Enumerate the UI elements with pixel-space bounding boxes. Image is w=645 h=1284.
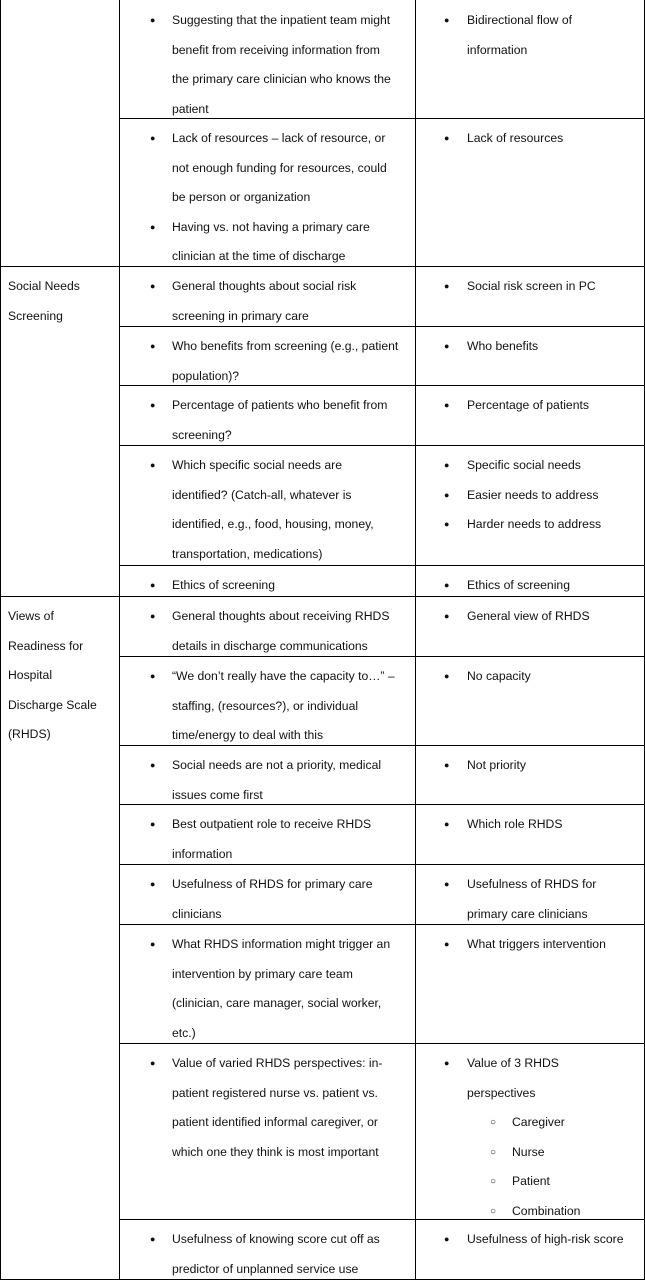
bullet-icon: ● <box>150 760 156 770</box>
bullet-icon: ● <box>150 580 156 590</box>
sub-code-line: Combination <box>512 1204 581 1218</box>
description-line: issues come first <box>172 787 263 802</box>
bullet-icon: ● <box>444 879 450 889</box>
description-line: “We don’t really have the capacity to…” – <box>172 669 395 683</box>
row-category-label: (RHDS) <box>8 727 51 742</box>
code-line: information <box>467 42 528 57</box>
bullet-icon: ● <box>444 133 450 143</box>
description-line: which one they think is most important <box>172 1144 379 1159</box>
code-line: Harder needs to address <box>467 517 602 532</box>
description-line: Best outpatient role to receive RHDS <box>172 817 372 831</box>
code-line: Social risk screen in PC <box>467 279 596 293</box>
code-line: No capacity <box>467 669 531 683</box>
bullet-icon: ● <box>150 221 156 232</box>
code-line: Specific social needs <box>467 458 581 472</box>
sub-bullet-icon: ○ <box>490 1176 497 1188</box>
description-line: Ethics of screening <box>172 578 275 592</box>
code-line: Ethics of screening <box>467 578 570 592</box>
description-line: screening? <box>172 427 232 442</box>
description-line: population)? <box>172 368 240 383</box>
bullet-icon: ● <box>444 1234 450 1244</box>
code-line: What triggers intervention <box>467 937 606 951</box>
description-line: Having vs. not having a primary care <box>172 219 370 234</box>
description-line: Social needs are not a priority, medical <box>172 758 382 772</box>
description-line: the primary care clinician who knows the <box>172 72 391 87</box>
description-line: Usefulness of knowing score cut off as <box>172 1232 380 1246</box>
description-line: What RHDS information might trigger an <box>172 937 391 951</box>
code-line: Bidirectional flow of <box>467 13 572 27</box>
row-category-label: Social Needs <box>8 279 80 293</box>
row-category-label: Discharge Scale <box>8 697 97 712</box>
description-line: Which specific social needs are <box>172 458 343 472</box>
sub-bullet-icon: ○ <box>490 1117 497 1129</box>
bullet-icon: ● <box>444 819 450 829</box>
code-line: Usefulness of RHDS for <box>467 877 597 891</box>
description-line: General thoughts about social risk <box>172 279 357 293</box>
description-line: screening in primary care <box>172 308 309 323</box>
sub-bullet-icon: ○ <box>490 1146 497 1158</box>
table-rule-horizontal <box>119 1043 645 1044</box>
description-line: staffing, (resources?), or individual <box>172 698 359 713</box>
code-line: Not priority <box>467 758 526 772</box>
bullet-icon: ● <box>150 611 156 621</box>
bullet-icon: ● <box>444 519 450 530</box>
bullet-icon: ● <box>150 1058 156 1068</box>
sub-code-line: Patient <box>512 1174 550 1189</box>
sub-bullet-icon: ○ <box>490 1206 497 1217</box>
description-line: patient registered nurse vs. patient vs. <box>172 1085 378 1100</box>
bullet-icon: ● <box>150 671 156 681</box>
code-line: primary care clinicians <box>467 906 588 921</box>
code-line: Value of 3 RHDS <box>467 1056 559 1070</box>
description-line: be person or organization <box>172 190 311 205</box>
description-line: Usefulness of RHDS for primary care <box>172 877 373 891</box>
description-line: benefit from receiving information from <box>172 42 380 57</box>
bullet-icon: ● <box>444 281 450 291</box>
row-category-label: Screening <box>8 308 63 323</box>
description-line: patient identified informal caregiver, or <box>172 1115 378 1130</box>
bullet-icon: ● <box>150 341 156 351</box>
description-line: Percentage of patients who benefit from <box>172 398 388 412</box>
description-line: (clinician, care manager, social worker, <box>172 996 382 1011</box>
code-line: Which role RHDS <box>467 817 563 831</box>
bullet-icon: ● <box>150 879 156 889</box>
table-rule-vertical <box>415 0 416 1279</box>
description-line: transportation, medications) <box>172 546 323 561</box>
bullet-icon: ● <box>150 281 156 291</box>
description-line: clinicians <box>172 906 222 921</box>
bullet-icon: ● <box>444 760 450 770</box>
code-line: Lack of resources <box>467 131 564 145</box>
table-rule-vertical <box>119 0 120 1279</box>
bullet-icon: ● <box>444 1058 450 1068</box>
description-line: Value of varied RHDS perspectives: in- <box>172 1056 383 1070</box>
row-category-label: Readiness for <box>8 638 84 653</box>
bullet-icon: ● <box>444 611 450 621</box>
bullet-icon: ● <box>444 460 450 470</box>
table-rule-vertical <box>0 0 1 1279</box>
bullet-icon: ● <box>444 580 450 590</box>
row-category-label: Views of <box>8 609 54 623</box>
description-line: time/energy to deal with this <box>172 728 324 743</box>
bullet-icon: ● <box>150 400 156 410</box>
bullet-icon: ● <box>444 341 450 351</box>
description-line: identified? (Catch-all, whatever is <box>172 487 352 502</box>
bullet-icon: ● <box>444 400 450 410</box>
description-line: intervention by primary care team <box>172 966 353 981</box>
description-line: patient <box>172 101 209 116</box>
code-line: General view of RHDS <box>467 609 590 623</box>
bullet-icon: ● <box>444 671 450 681</box>
bullet-icon: ● <box>444 489 450 500</box>
bullet-icon: ● <box>444 15 450 25</box>
bullet-icon: ● <box>150 939 156 949</box>
code-line: Percentage of patients <box>467 398 589 412</box>
code-line: Who benefits <box>467 339 539 353</box>
description-line: not enough funding for resources, could <box>172 160 387 175</box>
sub-code-line: Nurse <box>512 1144 545 1159</box>
description-line: Lack of resources – lack of resource, or <box>172 131 386 145</box>
bullet-icon: ● <box>150 819 156 829</box>
code-line: perspectives <box>467 1085 536 1100</box>
description-line: identified, e.g., food, housing, money, <box>172 517 374 532</box>
code-line: Usefulness of high-risk score <box>467 1232 624 1246</box>
code-line: Easier needs to address <box>467 487 599 502</box>
description-line: details in discharge communications <box>172 638 368 653</box>
description-line: clinician at the time of discharge <box>172 249 346 264</box>
description-line: Suggesting that the inpatient team might <box>172 13 391 27</box>
description-line: General thoughts about receiving RHDS <box>172 609 390 623</box>
description-line: etc.) <box>172 1025 196 1040</box>
bullet-icon: ● <box>150 133 156 143</box>
description-line: predictor of unplanned service use <box>172 1261 359 1276</box>
bullet-icon: ● <box>150 460 156 470</box>
row-category-label: Hospital <box>8 668 53 683</box>
bullet-icon: ● <box>150 1234 156 1244</box>
bullet-icon: ● <box>444 939 450 949</box>
bullet-icon: ● <box>150 15 156 25</box>
sub-code-line: Caregiver <box>512 1115 565 1130</box>
description-line: information <box>172 846 233 861</box>
description-line: Who benefits from screening (e.g., patient <box>172 339 399 353</box>
